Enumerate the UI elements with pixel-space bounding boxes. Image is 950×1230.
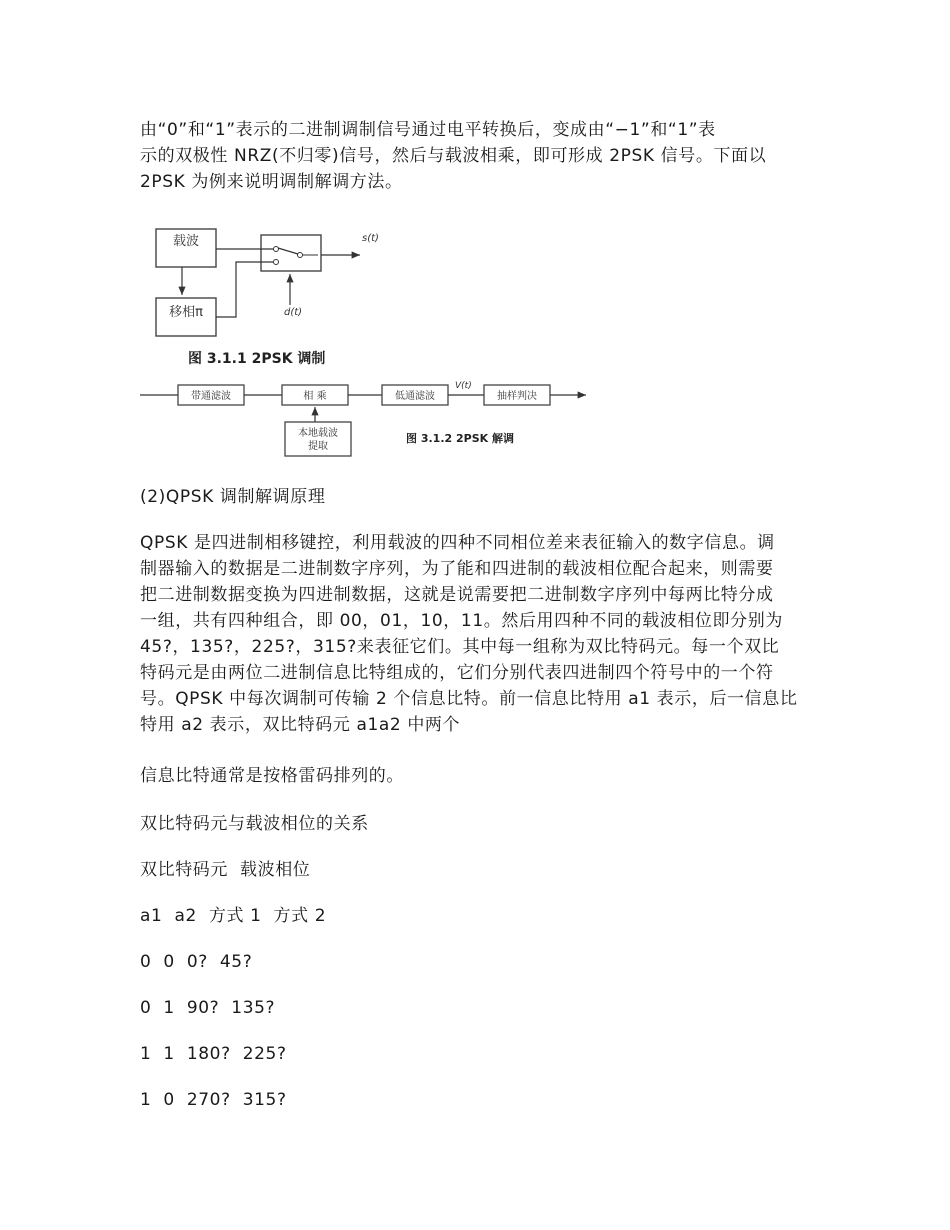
relation-title: 双比特码元与载波相位的关系 xyxy=(140,814,369,834)
multiply-label: 相 乘 xyxy=(303,391,327,402)
table-row: 0 0 0? 45? xyxy=(140,952,253,972)
intro-line-2: 示的双极性 NRZ(不归零)信号，然后与载波相乘，即可形成 2PSK 信号。下面以 xyxy=(140,146,767,166)
input-label: d(t) xyxy=(284,307,303,318)
table-row: 0 1 90? 135? xyxy=(140,998,276,1018)
qpsk-line-1: QPSK 是四进制相移键控，利用载波的四种不同相位差来表征输入的数字信息。调 xyxy=(140,533,775,553)
table-header-2: a1 a2 方式 1 方式 2 xyxy=(140,906,327,926)
phase-shift-label: 移相π xyxy=(169,305,203,320)
qpsk-line-4: 一组，共有四种组合，即 00，01，10，11。然后用四种不同的载波相位即分别为 xyxy=(140,611,783,631)
qpsk-line-7: 号。QPSK 中每次调制可传输 2 个信息比特。前一信息比特用 a1 表示，后一信息比 xyxy=(140,689,798,709)
lowpass-label: 低通滤波 xyxy=(395,391,435,402)
table-header-1: 双比特码元 载波相位 xyxy=(140,860,311,880)
table-row: 1 0 270? 315? xyxy=(140,1090,287,1110)
intro-line-1: 由“0”和“1”表示的二进制调制信号通过电平转换后，变成由“−1”和“1”表 xyxy=(140,120,716,140)
gray-code-sentence: 信息比特通常是按格雷码排列的。 xyxy=(140,766,404,786)
intro-line-3: 2PSK 为例来说明调制解调方法。 xyxy=(140,172,403,192)
table-row: 1 1 180? 225? xyxy=(140,1044,287,1064)
qpsk-line-5: 45?，135?，225?，315?来表征它们。其中每一组称为双比特码元。每一个双比 xyxy=(140,637,780,657)
output-label: s(t) xyxy=(362,233,379,244)
qpsk-line-3: 把二进制数据变换为四进制数据，这就是说需要把二进制数字序列中每两比特分成 xyxy=(140,585,774,605)
bandpass-label: 带通滤波 xyxy=(191,391,231,402)
qpsk-line-2: 制器输入的数据是二进制数字序列，为了能和四进制的载波相位配合起来，则需要 xyxy=(140,559,774,579)
section-heading: (2)QPSK 调制解调原理 xyxy=(140,487,326,507)
figure-2psk-modulation xyxy=(140,215,440,375)
figure-caption-mod: 图 3.1.1 2PSK 调制 xyxy=(188,351,326,367)
switch-box xyxy=(261,235,321,271)
qpsk-line-6: 特码元是由两位二进制信息比特组成的，它们分别代表四进制四个符号中的一个符 xyxy=(140,663,774,683)
sample-decision-label: 抽样判决 xyxy=(497,391,537,402)
signal-label: V(t) xyxy=(455,381,472,391)
carrier-label: 载波 xyxy=(172,234,200,249)
qpsk-line-8: 特用 a2 表示，双比特码元 a1a2 中两个 xyxy=(140,715,461,735)
figure-caption-demod: 图 3.1.2 2PSK 解调 xyxy=(406,432,514,445)
local-carrier-label-2: 提取 xyxy=(308,441,328,452)
figure-2psk-demodulation xyxy=(140,378,600,464)
local-carrier-label-1: 本地载波 xyxy=(298,428,338,439)
